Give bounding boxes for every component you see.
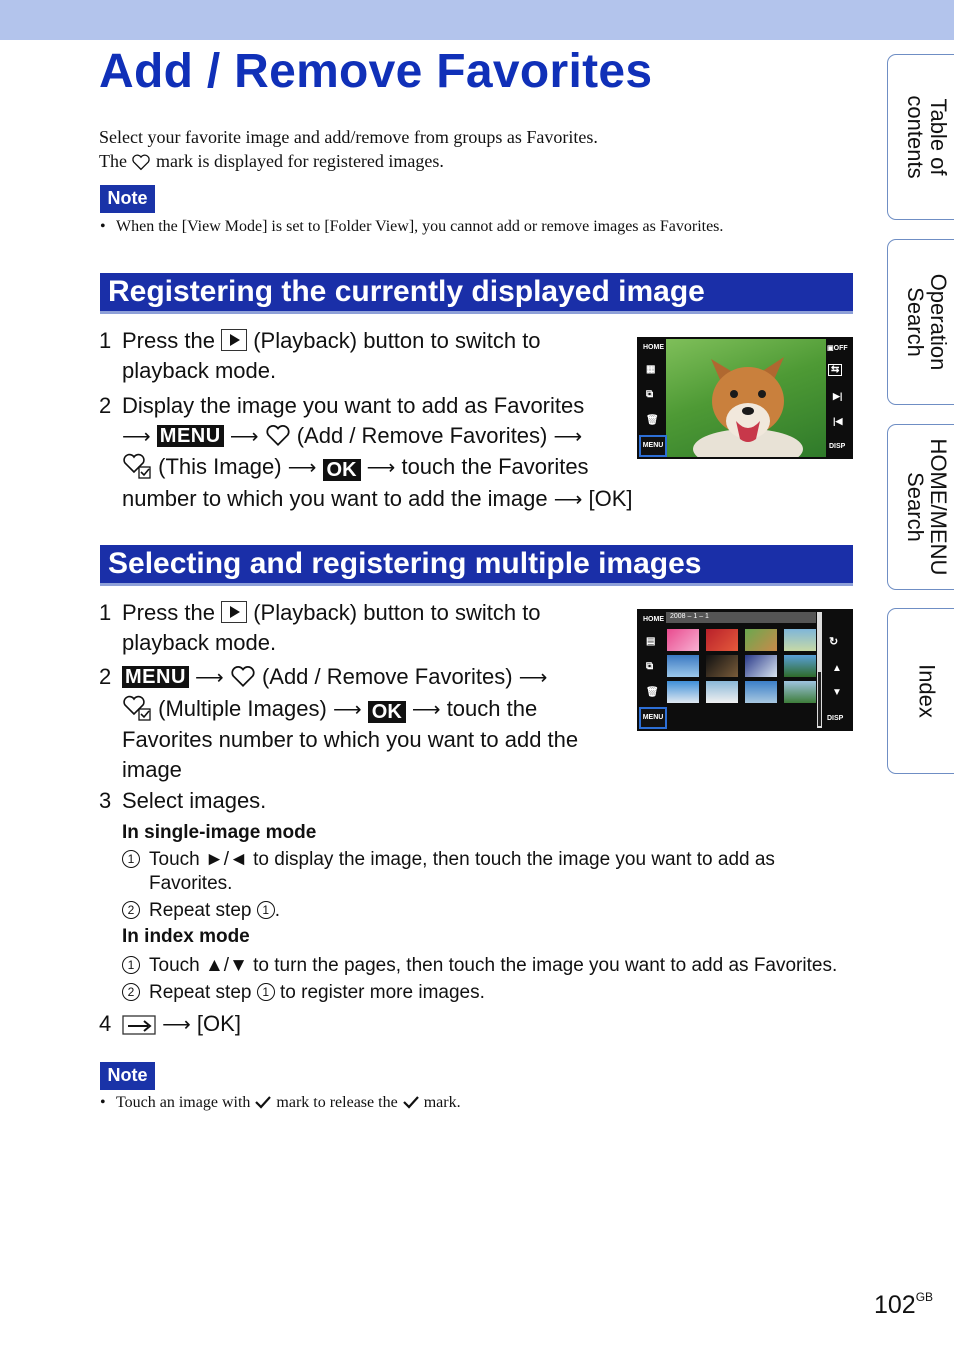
arrow-icon: ⟶ [553, 488, 583, 511]
playback-button-icon [221, 601, 247, 623]
trash-icon[interactable]: 🗑 [646, 687, 659, 698]
single-substep-2: 2 Repeat step 1 . [122, 899, 140, 923]
home-label: HOME [643, 344, 664, 351]
section-heading-register-current: Registering the currently displayed image [100, 273, 853, 314]
note-text: • When the [View Mode] is set to [Folder View], you cannot add or remove images as Favorites. [100, 218, 724, 235]
slideshow-icon[interactable]: ↻ [829, 636, 839, 648]
index-view-icon[interactable]: ▦ [646, 364, 656, 375]
dog-image [666, 339, 826, 457]
tab-home-menu-search[interactable]: HOME/MENU Search [887, 424, 954, 590]
ok-icon: OK [368, 701, 406, 723]
intro-line-2: The mark is displayed for registered images. [99, 151, 444, 171]
dog-photo [666, 339, 826, 457]
heart-check-icon [122, 452, 152, 480]
next-arrow-button-icon [122, 1014, 156, 1036]
home-label: HOME [643, 616, 664, 623]
thumbnail[interactable] [784, 629, 816, 651]
menu-button[interactable]: MENU [639, 707, 667, 729]
scrollbar-thumb[interactable] [818, 672, 821, 726]
note-label: Note [100, 185, 155, 213]
disp-label[interactable]: DISP [829, 443, 846, 450]
scrollbar[interactable] [817, 612, 822, 728]
section1-step-2: 2 Display the image you want to add as Favorites ⟶ MENU ⟶ (Add / Remove Favorites) ⟶ (This Image) ⟶ OK ⟶ touch the Favorites number to which you want to add the image ⟶ [OK] [99, 393, 633, 511]
index-mode-heading: In index mode [122, 926, 250, 947]
trash-icon[interactable]: 🗑 [646, 415, 659, 426]
disp-label[interactable]: DISP [827, 715, 844, 722]
tab-operation-search[interactable]: Operation Search [887, 239, 954, 405]
prev-icon[interactable]: |◀ [833, 416, 843, 426]
rotate-icon[interactable]: ⧉ [646, 661, 654, 672]
page-up-icon[interactable]: ▲ [832, 663, 842, 674]
note-text: • Touch an image with mark to release the mark. [100, 1094, 461, 1111]
top-band [0, 0, 954, 40]
thumbnail[interactable] [745, 655, 777, 677]
rotate-icon[interactable]: ⧉ [646, 389, 654, 400]
camera-screen-single [637, 337, 853, 459]
thumbnail[interactable] [706, 655, 738, 677]
intro-line-1: Select your favorite image and add/remove from groups as Favorites. [99, 127, 598, 147]
thumbnail[interactable] [745, 629, 777, 651]
thumbnail-grid [667, 629, 817, 709]
arrow-icon: ⟶ [332, 698, 362, 721]
index-substep-1: 1 Touch ▲/▼ to turn the pages, then touch the image you want to add as Favorites. [122, 954, 140, 978]
arrow-icon: ⟶ [162, 1014, 191, 1036]
tab-index[interactable]: Index [887, 608, 954, 774]
thumbnail[interactable] [745, 681, 777, 703]
thumbnail[interactable] [667, 655, 699, 677]
thumbnail[interactable] [667, 629, 699, 651]
heart-icon [230, 664, 256, 688]
swap-icon[interactable]: ⇆ [828, 364, 842, 376]
tab-table-of-contents[interactable]: Table of contents [887, 54, 954, 220]
arrow-icon: ⟶ [411, 698, 441, 721]
section1-step-1: 1 Press the (Playback) button to switch to playback mode. [99, 328, 541, 383]
arrow-icon: ⟶ [553, 425, 583, 448]
arrow-icon: ⟶ [229, 425, 259, 448]
thumbnail[interactable] [784, 655, 816, 677]
camera-screen-index [637, 609, 853, 731]
arrow-icon: ⟶ [195, 667, 224, 689]
page-number: $102^{GB}$ [874, 1290, 934, 1319]
check-mark-icon [254, 1094, 272, 1110]
display-off-icon: ▣ [827, 345, 834, 352]
next-icon[interactable]: ▶| [833, 391, 843, 401]
intro-text [99, 125, 598, 173]
single-image-mode-heading: In single-image mode [122, 822, 317, 843]
single-substep-1: 1 Touch ►/◄ to display the image, then touch the image you want to add as Favorites. [122, 848, 140, 872]
date-label: 2008 – 1 – 1 [670, 613, 709, 620]
section2-step-3: 3 Select images. [99, 788, 267, 813]
thumbnail[interactable] [667, 681, 699, 703]
section2-step-1: 1 Press the (Playback) button to switch to playback mode. [99, 600, 541, 655]
arrow-icon: ⟶ [518, 667, 548, 689]
menu-icon: MENU [157, 425, 224, 447]
page-title: Add / Remove Favorites [99, 45, 653, 98]
thumbnail[interactable] [784, 681, 816, 703]
view-icon[interactable]: ▤ [646, 636, 656, 647]
thumbnail[interactable] [706, 629, 738, 651]
playback-button-icon [221, 329, 247, 351]
section-heading-multiple: Selecting and registering multiple images [100, 545, 853, 586]
display-off-label[interactable]: ▣OFF [827, 345, 848, 352]
heart-icon [131, 153, 151, 171]
arrow-icon: ⟶ [366, 457, 396, 479]
menu-icon: MENU [122, 666, 189, 688]
index-substep-2: 2 Repeat step 1 to register more images. [122, 981, 140, 1005]
arrow-icon: ⟶ [122, 425, 151, 448]
section2-step-4: 4 ⟶ [OK] [99, 1011, 241, 1036]
thumbnail[interactable] [706, 681, 738, 703]
section2-step-2: 2 MENU ⟶ (Add / Remove Favorites) ⟶ (Multiple Images) ⟶ OK ⟶ touch the Favorites number to which you want to add the image [99, 664, 579, 782]
heart-icon [265, 423, 291, 447]
check-mark-icon [402, 1094, 420, 1110]
date-bar [666, 612, 816, 623]
menu-button[interactable]: MENU [639, 435, 667, 457]
arrow-icon: ⟶ [287, 457, 317, 479]
note-label: Note [100, 1062, 155, 1090]
page-down-icon[interactable]: ▼ [832, 687, 842, 698]
ok-icon: OK [323, 459, 361, 481]
heart-check-icon [122, 694, 152, 722]
